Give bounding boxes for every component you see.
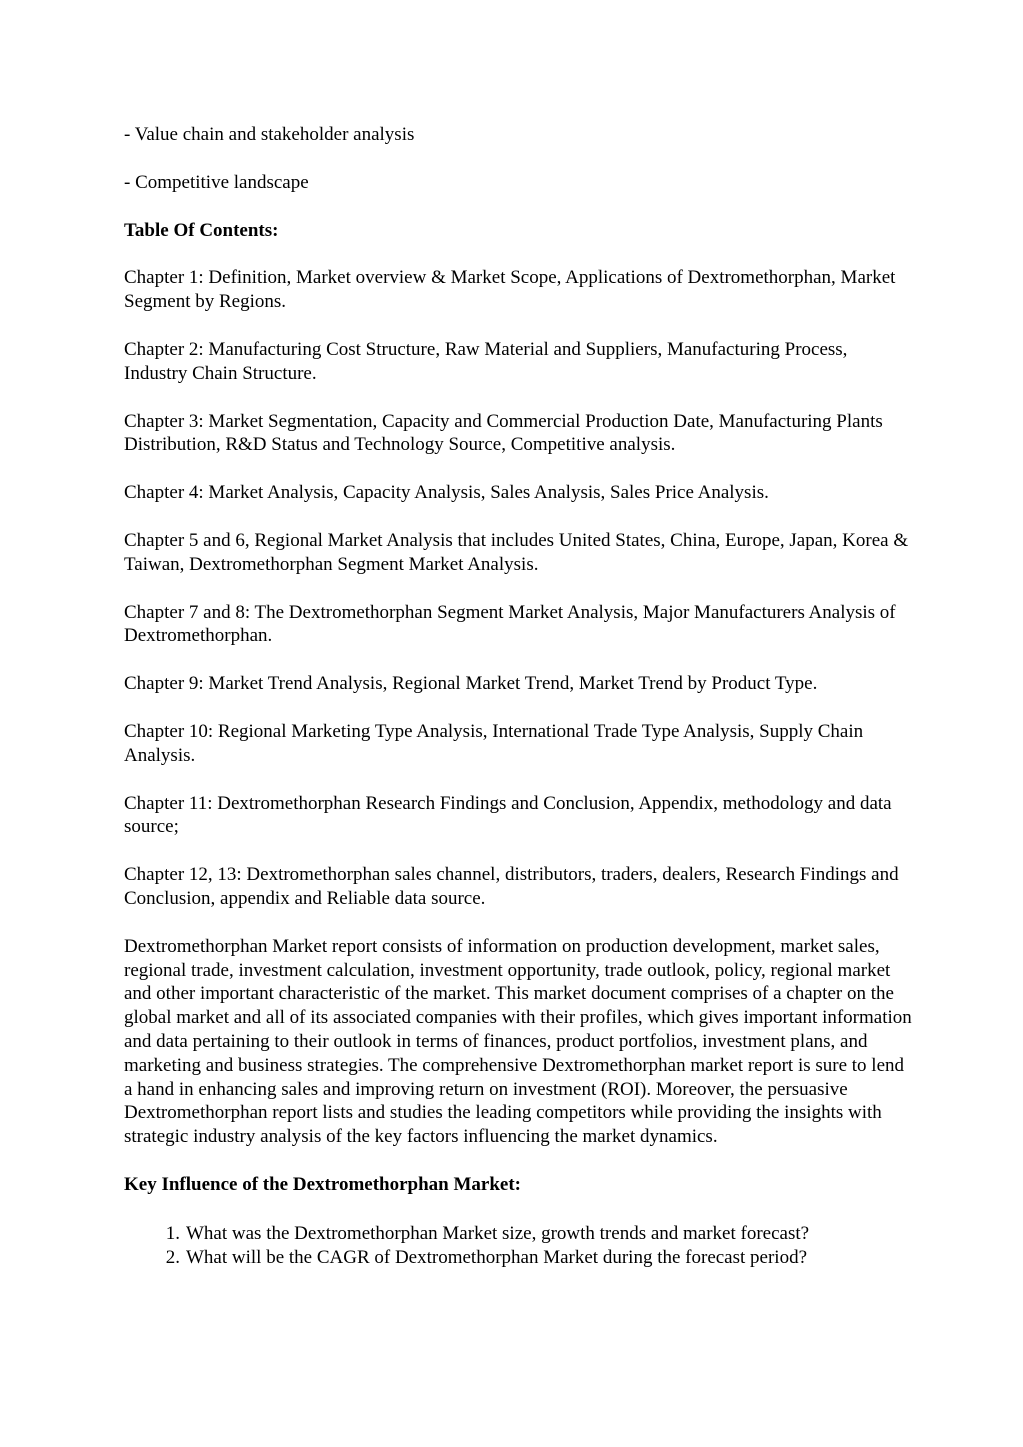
questions-list bbox=[124, 1222, 914, 1270]
list-item bbox=[124, 1222, 914, 1246]
chapter-5-6: Chapter 5 and 6, Regional Market Analysis that includes United States, China, Europe, Japan, Korea & Taiwan, Dextromethorphan Segment Market Analysis. bbox=[124, 529, 909, 575]
chapter-7-8: Chapter 7 and 8: The Dextromethorphan Segment Market Analysis, Major Manufacturers Analysis of Dextromethorphan. bbox=[124, 601, 896, 647]
chapter-11: Chapter 11: Dextromethorphan Research Findings and Conclusion, Appendix, methodology and data source; bbox=[124, 792, 892, 838]
chapter-1: Chapter 1: Definition, Market overview & Market Scope, Applications of Dextromethorphan, Market Segment by Regions. bbox=[124, 267, 896, 313]
chapter-12-13: Chapter 12, 13: Dextromethorphan sales channel, distributors, traders, dealers, Research Findings and Conclusion, appendix and Reliable data source. bbox=[124, 864, 899, 909]
list-item-number: 1. bbox=[165, 1222, 180, 1244]
chapter-3: Chapter 3: Market Segmentation, Capacity and Commercial Production Date, Manufacturing Plants Distribution, R&D Status and Technology Source, Competitive analysis. bbox=[124, 410, 883, 456]
list-item-text: What was the Dextromethorphan Market size, growth trends and market forecast? bbox=[186, 1222, 810, 1244]
toc-heading: Table Of Contents: bbox=[124, 219, 279, 241]
list-item-number: 2. bbox=[165, 1246, 180, 1268]
chapter-2: Chapter 2: Manufacturing Cost Structure, Raw Material and Suppliers, Manufacturing Process, Industry Chain Structure. bbox=[124, 338, 848, 384]
summary-paragraph: Dextromethorphan Market report consists of information on production development, market sales, regional trade, investment calculation, investment opportunity, trade outlook, policy, regional market and other important characteristic of the market. This market document comprises of a chapter on the global market and all of its associated companies with their profiles, which gives important information and data pertaining to their outlook in terms of finances, product portfolios, investment plans, and marketing and business strategies. The comprehensive Dextromethorphan market report is sure to lend a hand in enhancing sales and improving return on investment (ROI). Moreover, the persuasive Dextromethorphan report lists and studies the leading competitors while providing the insights with strategic industry analysis of the key factors influencing the market dynamics. bbox=[124, 935, 912, 1148]
chapter-4: Chapter 4: Market Analysis, Capacity Analysis, Sales Analysis, Sales Price Analysis. bbox=[124, 482, 769, 504]
bullet-competitive-landscape: - Competitive landscape bbox=[124, 171, 309, 193]
key-influence-heading: Key Influence of the Dextromethorphan Market: bbox=[124, 1173, 521, 1195]
document-page bbox=[124, 123, 914, 1269]
list-item bbox=[124, 1246, 914, 1270]
chapter-10: Chapter 10: Regional Marketing Type Analysis, International Trade Type Analysis, Supply Chain Analysis. bbox=[124, 720, 864, 766]
bullet-value-chain: - Value chain and stakeholder analysis bbox=[124, 124, 415, 145]
list-item-text: What will be the CAGR of Dextromethorphan Market during the forecast period? bbox=[186, 1246, 808, 1268]
chapter-9: Chapter 9: Market Trend Analysis, Regional Market Trend, Market Trend by Product Type. bbox=[124, 673, 818, 695]
